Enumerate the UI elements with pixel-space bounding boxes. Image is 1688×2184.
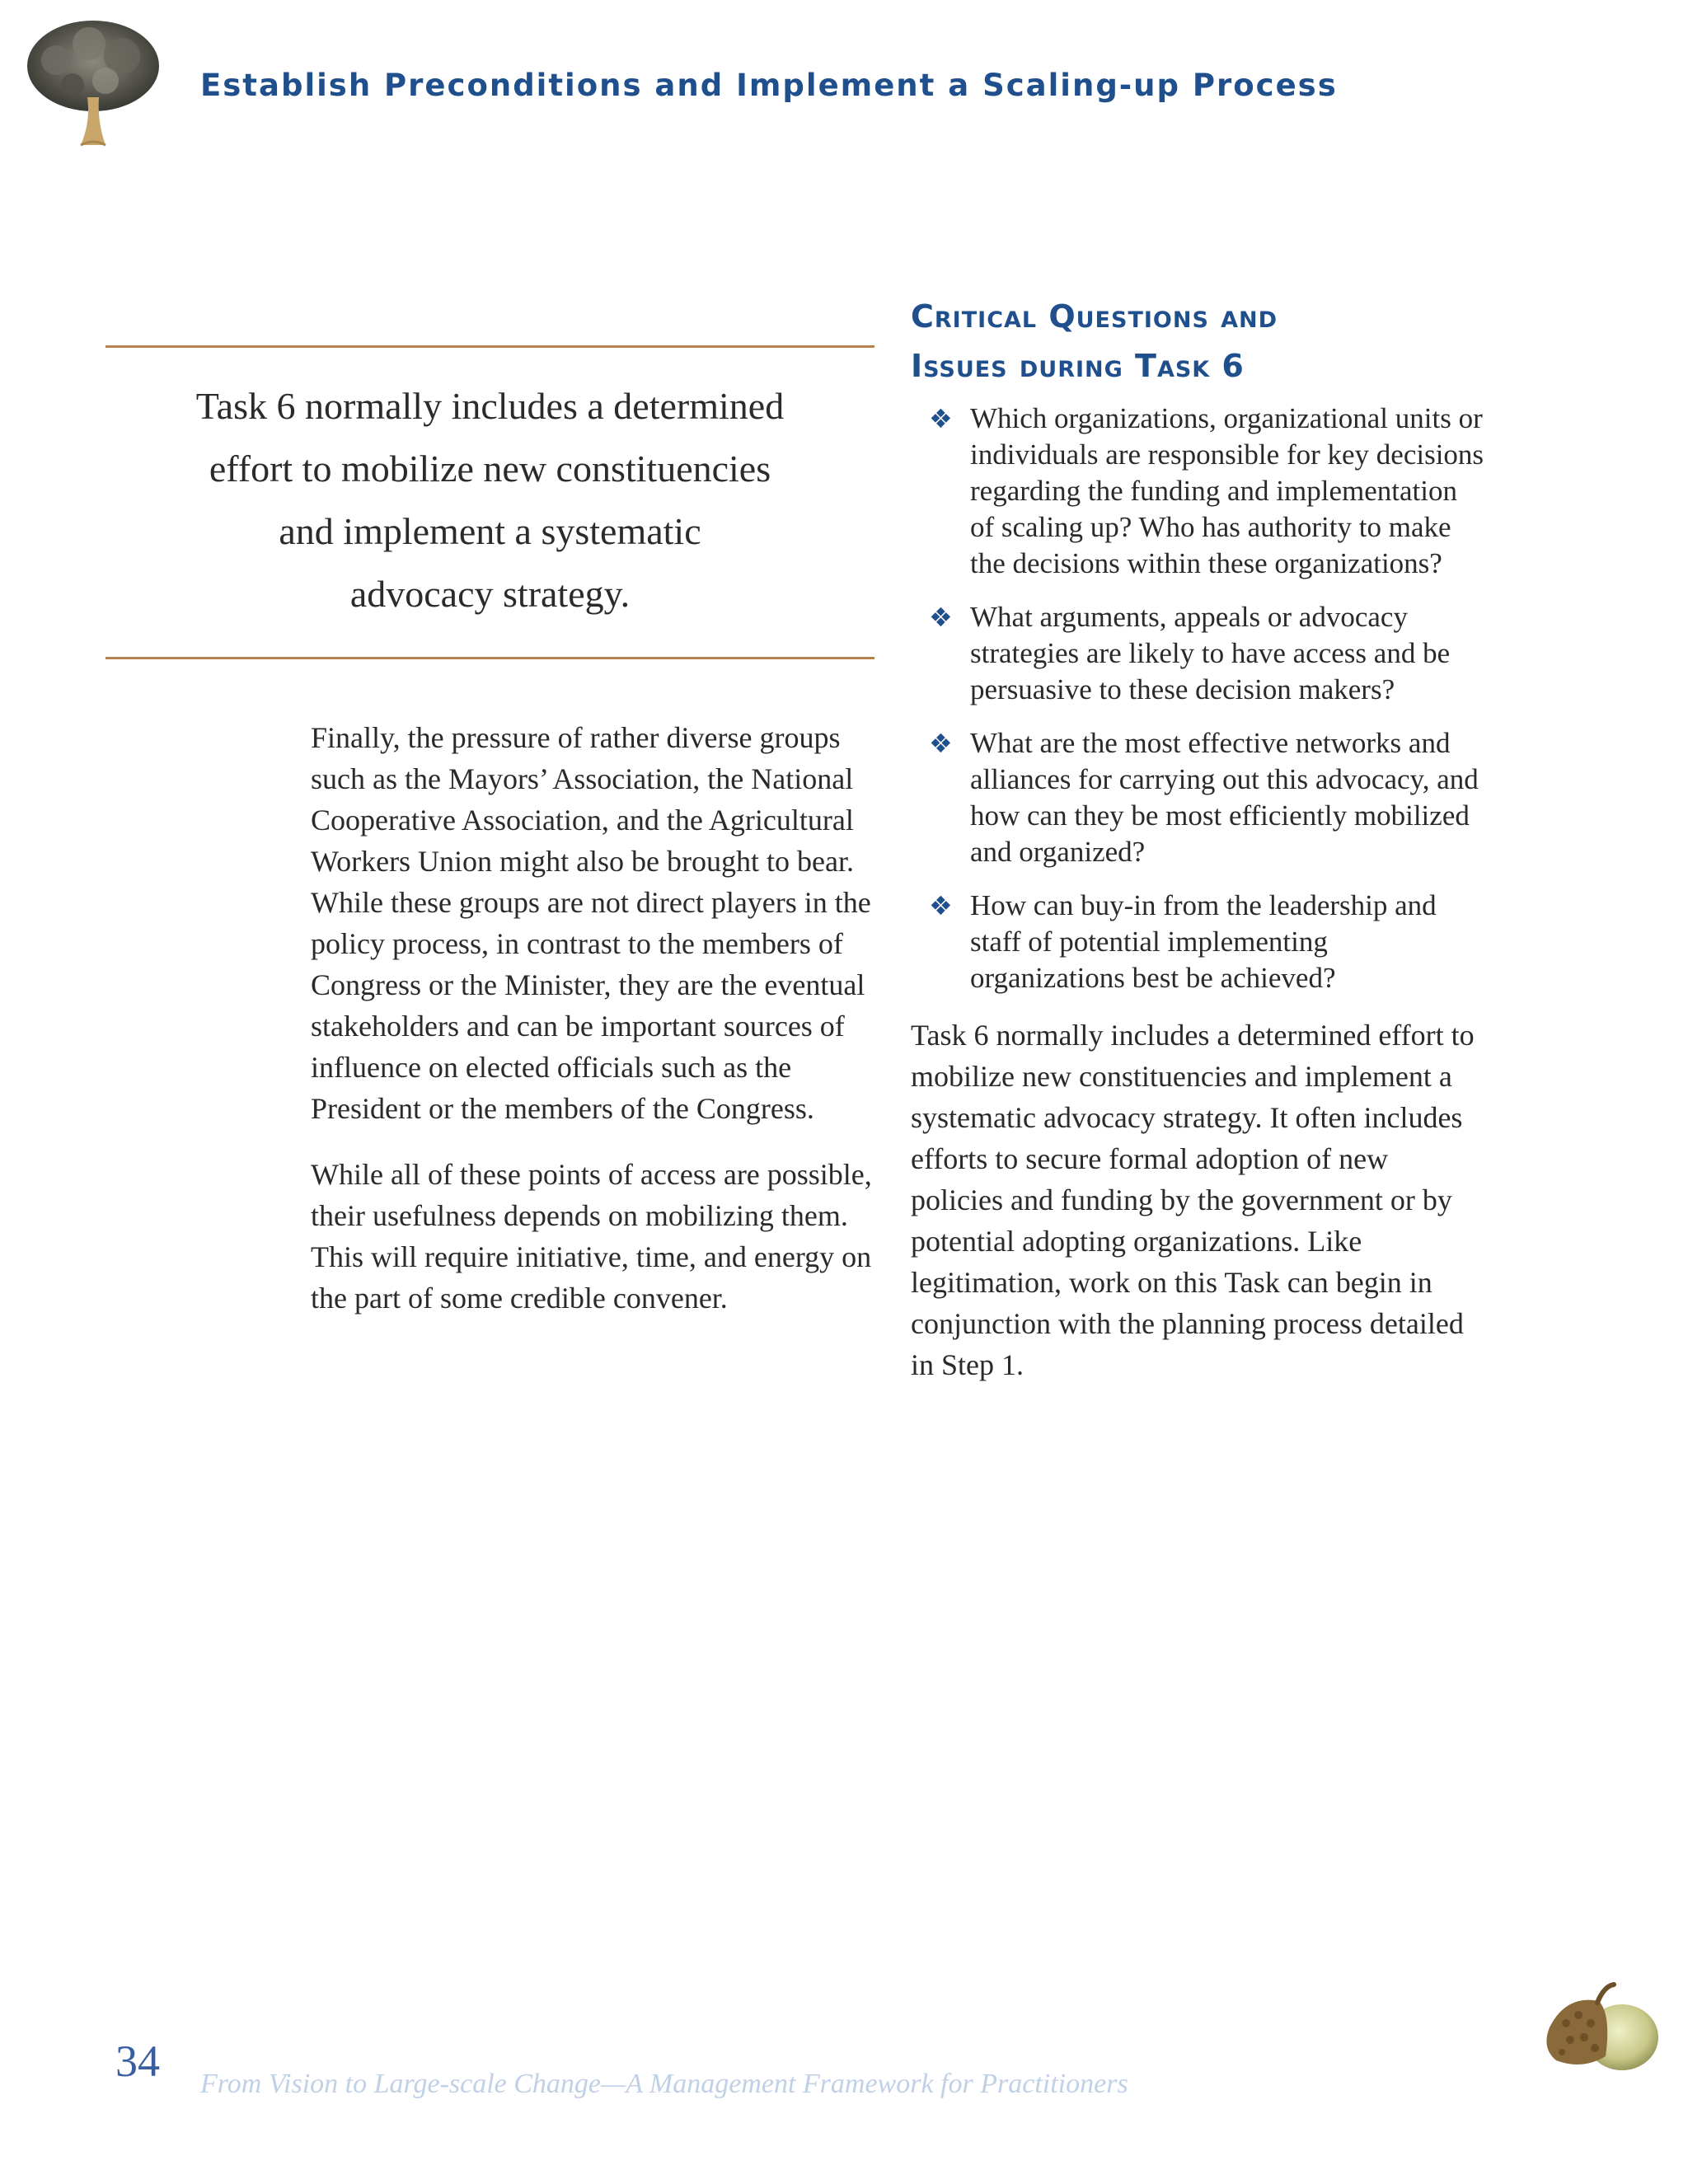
pullquote-line: effort to mobilize new constituencies [209, 448, 771, 490]
list-item [911, 888, 1488, 996]
tree-icon [23, 15, 163, 151]
list-item-text: Which organizations, organizational units or individuals are responsible for key decisions regarding the funding and implementation of scaling up? Who has authority to make the decisions within these organizations? [970, 402, 1484, 579]
diamond-bullet-icon: ❖ [929, 403, 953, 434]
page-number: 34 [115, 2036, 160, 2086]
footer-title: From Vision to Large-scale Change—A Management Framework for Practitioners [200, 2069, 1128, 2099]
list-item [911, 725, 1488, 870]
section-heading-line: Critical Questions and [911, 298, 1278, 335]
left-column [311, 717, 879, 1343]
diamond-bullet-icon: ❖ [929, 890, 953, 921]
body-paragraph: While all of these points of access are possible, their usefulness depends on mobilizing them. This will require initiative, time, and energy on the part of some credible convener. [311, 1158, 872, 1315]
section-heading-line: Issues during Task 6 [911, 348, 1245, 384]
pullquote-bottom-rule [106, 657, 874, 659]
diamond-bullet-icon: ❖ [929, 602, 953, 633]
diamond-bullet-icon: ❖ [929, 728, 953, 759]
running-header: Establish Preconditions and Implement a Scaling-up Process [200, 68, 1338, 103]
pullquote-top-rule [106, 345, 874, 348]
pullquote [106, 375, 874, 626]
list-item-text: How can buy-in from the leadership and staff of potential implementing organizations best be achieved? [970, 889, 1437, 994]
list-item-text: What arguments, appeals or advocacy strategies are likely to have access and be persuasive to these decision makers? [970, 601, 1451, 705]
pullquote-line: advocacy strategy. [349, 573, 631, 615]
acorn-icon [1533, 1978, 1665, 2085]
list-item-text: What are the most effective networks and alliances for carrying out this advocacy, and how can they be most efficiently mobilized and organized? [970, 727, 1479, 868]
body-paragraph: Task 6 normally includes a determined effort to mobilize new constituencies and implement a systematic advocacy strategy. It often includes efforts to secure formal adoption of new policies and funding by the government or by potential adopting organizations. Like legitimation, work on this Task can begin in conjunction with the planning process detailed in Step 1. [911, 1019, 1475, 1381]
pullquote-line: Task 6 normally includes a determined [195, 385, 785, 427]
right-column [911, 292, 1488, 1385]
pullquote-line: and implement a systematic [279, 510, 701, 552]
body-paragraph: Finally, the pressure of rather diverse groups such as the Mayors’ Association, the National Cooperative Association, and the Agricultural Workers Union might also be brought to bear. While these groups are not direct players in the policy process, in contrast to the members of Congress or the Minister, they are the eventual stakeholders and can be important sources of influence on elected officials such as the President or the members of the Congress. [311, 721, 871, 1125]
question-list [911, 401, 1488, 996]
list-item [911, 401, 1488, 582]
section-heading [911, 292, 1488, 391]
list-item [911, 599, 1488, 708]
